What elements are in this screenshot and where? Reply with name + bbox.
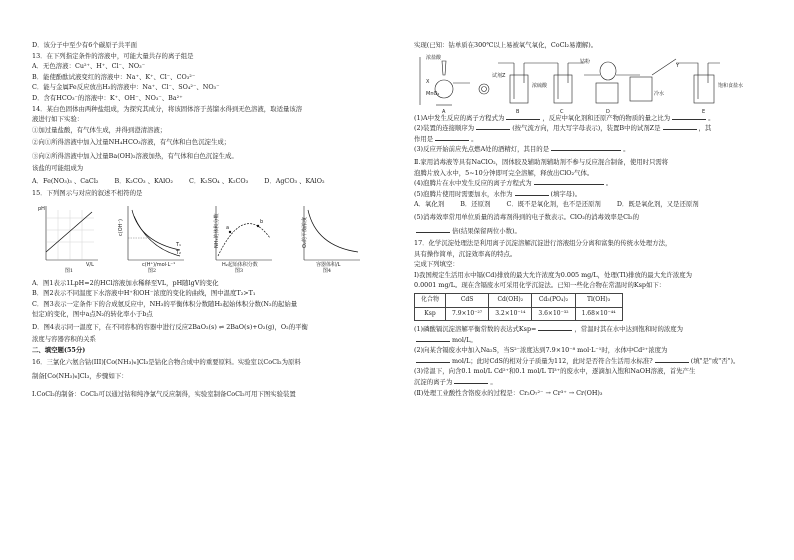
q14-option-b: B．K₂CO₃ 、KAlO₂	[114, 176, 173, 185]
q16-stem-1: 16．三氯化六氨合钴(III)[Co(NH₃)₆]Cl₃是钴化合物合成中的重要原料。实验室以CoCl₂为原料	[32, 358, 301, 367]
q17-2-cont: mol/L；此时CdS的相对分子质量为112，此时是否符合生活用水标准? (填"是"或"否")。	[414, 356, 770, 367]
label-conc-hcl: 浓盐酸	[426, 54, 442, 61]
section-2-heading: 二、填空题(55分)	[32, 345, 86, 354]
q16-5-option-a: A．氧化剂	[414, 200, 445, 209]
left-column	[32, 40, 400, 401]
bulb-d	[600, 62, 616, 80]
q14-stem-2: 液进行如下实验：	[32, 115, 84, 124]
q16-part-1: Ⅰ.CoCl₂的制备：CoCl₂可以通过钴和纯净氯气反应制得，实验室制备CoCl₂可用下图实验装置	[32, 390, 296, 399]
bottle-e	[694, 75, 714, 103]
figure-4-graph	[292, 202, 362, 268]
figure-4-x-label: 容器体积/L	[316, 261, 341, 268]
q17-part-2: (Ⅱ)处理工业酸性含铬废水的过程是：Cr₂O₇²⁻ → Cr³⁺ → Cr(OH)₃	[414, 388, 603, 397]
figure-2-t1-label: T₁	[176, 241, 182, 248]
label-cobalt: 钴粉	[580, 58, 591, 65]
table-row: Ksp 7.9×10⁻²⁷ 3.2×10⁻¹⁴ 3.6×10⁻³² 1.68×10⁻⁴⁴	[415, 307, 623, 321]
figure-2-caption: 图2	[147, 267, 157, 274]
q15-option-c-1: C．图3表示一定条件下的合成氨反应中，NH₃的平衡体积分数随H₂起始体积分数(N₂的起始量	[32, 299, 298, 308]
q16-6: (5)消毒效率常用单位质量的消毒剂得到的电子数表示。ClO₂的消毒效率是Cl₂的	[414, 212, 639, 221]
funnel-a	[442, 61, 446, 75]
q15-option-b: B．图2表示不同温度下水溶液中H⁺和OH⁻浓度的变化的曲线，图中温度T₂>T₁	[32, 289, 256, 298]
heater-d	[596, 83, 618, 103]
q15-figures	[38, 202, 400, 276]
apparatus-diagram	[414, 53, 770, 115]
q16-2: (2)装置的连接顺序为 (按气流方向，用大写字母表示)，装置B中的试剂Z是 ，其	[414, 124, 712, 133]
q16-5-option-c: C．既不是氧化剂，也不是还原剂	[506, 200, 601, 209]
figure-3-point-a	[229, 230, 231, 232]
q16-5-option-d: D．既是氧化剂，又是还原剂	[616, 200, 699, 209]
figure-4	[292, 202, 362, 276]
figure-3-a-label: a	[226, 224, 230, 231]
figure-3-y-label: NH₃的体积分数	[214, 213, 220, 248]
q17-3-cont: 沉淀的离子为 。	[414, 378, 497, 387]
q17-part-1-a: Ⅰ)我国规定生活用水中镉(Cd)排放的最大允许浓度为0.005 mg/L，处理(Tl)排放的最大允许浓度为	[414, 270, 693, 279]
q16-intro: 实现(已知：钴单质在300℃以上易被氧气氧化，CoCl₂易潮解)。	[414, 41, 598, 49]
q14-step-3: ③向②所得溶液中加入过量Ba(OH)₂溶液加热，有气体和白色沉淀生成。	[32, 152, 238, 161]
apparatus-svg	[414, 53, 770, 115]
q17-2: (2)向某含镉废水中加入Na₂S，当S²⁻浓度达到7.9×10⁻⁸ mol·L⁻¹时，水体中Cd²⁺浓度为	[414, 346, 668, 355]
q17-3: (3)常温下，向含0.1 mol/L Cd²⁺和0.1 mol/L Tl³⁺的废水中，逐滴加入饱和NaOH溶液，首先产生	[414, 367, 696, 376]
figure-3-graph	[204, 202, 274, 268]
label-y: Y	[676, 62, 680, 69]
q16-3: (3)反应开始前应先点燃A处的酒精灯，其目的是 。	[414, 145, 630, 154]
figure-1-y-label: pH	[38, 205, 45, 212]
q13-option-c: C．能与金属Fe反应放出H₂的溶液中：Na⁺、Cl⁻、SO₄²⁻、NO₃⁻	[32, 83, 220, 92]
figure-2-graph	[118, 202, 186, 268]
bottle-b	[510, 75, 528, 103]
q14-question: 该盐的可能组成为	[32, 164, 84, 173]
q15-option-d-2: 浓度与容器容积的关系	[32, 334, 96, 343]
figure-2-y-label: c(OH⁻)	[118, 218, 124, 236]
q17-1-cont: mol/L。	[414, 335, 770, 346]
q14-option-d: D．AgCO₃ 、KAlO₂	[264, 176, 325, 185]
ksp-table	[414, 293, 623, 321]
label-brine: 饱和食盐水	[718, 82, 744, 89]
label-mno2: MnO₂	[426, 90, 440, 97]
q16-4: (4)泡腾片在水中发生反应的离子方程式为 。	[414, 179, 613, 188]
q13-option-a: A．无色溶液：Cu²⁺、H⁺、Cl⁻、NO₃⁻	[32, 62, 146, 71]
q15-option-a: A．图1表示1LpH=2的HCl溶液加水稀释至VL，pH随lgV的变化	[32, 278, 219, 287]
q16-2-cont: 作用是 。	[414, 134, 478, 143]
q14-stem-1: 14．某白色固体由两种盐组成，为探究其成分，将该固体溶于蒸馏水得到无色溶液，取适量该溶	[32, 104, 303, 113]
q17-part-1-b: 0.0001 mg/L。现在含镉废水可采用化学沉淀法。已知一些化合物在常温时的Ksp如下：	[414, 281, 666, 290]
q16-5: (5)泡腾片使用时需要加水，水作为 (填字母)。	[414, 189, 582, 198]
q16-5-option-b: B．还原剂	[460, 200, 491, 209]
cold-bath-d	[630, 77, 652, 101]
part-2-b: 泡腾片放入水中，5~10分钟即可完全溶解，释放出ClO₂气体。	[414, 168, 594, 177]
q17-stem-2: 具有操作简单，沉淀效率高的特点。	[414, 249, 517, 258]
q15-stem: 15．下列图示与对应的叙述不相符的是	[32, 188, 143, 197]
table-row: 化合物 CdS Cd(OH)₂ Cd₃(PO₄)₂ Tl(OH)₃	[415, 293, 623, 307]
figure-3-point-b	[257, 224, 259, 226]
q16-stem-2: 制备[Co(NH₃)₆]Cl₃，步骤如下：	[32, 372, 128, 381]
q17-instruction: 完成下列填空：	[414, 260, 459, 269]
figure-2-t2-label: T₂	[176, 249, 182, 256]
figure-2	[118, 202, 186, 276]
label-conc-h2so4: 浓硫酸	[532, 82, 548, 89]
figure-1-graph	[38, 202, 100, 268]
bottle-c	[554, 75, 572, 103]
figure-2-curve-t1	[132, 210, 180, 250]
figure-1-x-label: V/L	[86, 261, 94, 268]
figure-4-y-label: O₂的平衡浓度	[302, 216, 308, 248]
q14-option-a: A．Fe(NO₃)₃ 、CaCl₂	[32, 176, 99, 185]
figure-3-b-label: b	[260, 218, 264, 225]
label-a: A	[442, 108, 446, 115]
label-d: D	[606, 108, 610, 115]
q14-step-1: ①加过量盐酸，有气体生成，并得到澄清溶液；	[32, 125, 167, 134]
label-b: B	[516, 108, 520, 115]
q13-option-b: B．能使酚酞试液变红的溶液中：Na⁺、K⁺、Cl⁻、CO₃²⁻	[32, 72, 196, 81]
figure-1	[38, 202, 100, 276]
figure-2-curve-t2	[134, 216, 180, 256]
label-cold-water: 冷水	[654, 90, 665, 97]
q13-option-d: D．含有HCO₃⁻的溶液中：K⁺、OH⁻、NO₃⁻、Ba²⁺	[32, 93, 183, 102]
label-reagent-z: 试剂Z	[492, 72, 506, 79]
right-column	[414, 40, 770, 398]
q17-stem-1: 17．化学沉淀处理法是利用离子沉淀溶解沉淀进行溶液组分分离和富集的传统水处理方法，	[414, 238, 672, 247]
figure-3-caption: 图3	[234, 267, 244, 274]
figure-3-x-label: H₂起始体积分数	[222, 261, 258, 268]
label-x: X	[426, 78, 430, 85]
figure-1-caption: 图1	[64, 267, 74, 274]
q13-stem: 13．在下列指定条件的溶液中，可能大量共存的离子组是	[32, 51, 194, 60]
figure-1-grid	[46, 210, 94, 260]
figure-4-curve	[308, 210, 358, 252]
part-2-a: Ⅱ.家用消毒液等具有NaClO₂，固体胶及辅助剂辅助剂不参与反应混合制备，使用时只需将	[414, 157, 669, 166]
q14-option-c: C．K₂SO₄ 、K₂CO₃	[188, 176, 249, 185]
q14-step-2: ②向①所得溶液中加入过量NH₄HCO₃溶液，有气体和白色沉淀生成；	[32, 138, 231, 147]
figure-3	[204, 202, 274, 276]
q16-5-options	[414, 199, 770, 210]
q16-6-cont: 倍(结果保留两位小数)。	[414, 224, 770, 238]
label-c: C	[560, 108, 564, 115]
q12-option-d: D．该分子中至少有6个碳原子共平面	[32, 41, 138, 49]
figure-4-caption: 图4	[322, 267, 332, 274]
label-e: E	[702, 108, 706, 115]
q17-1: (1)磷酸镉沉淀溶解平衡常数的表达式Ksp= ，常温时其在水中达到饱和时的浓度为	[414, 325, 684, 334]
q15-option-c-2: 恒定)的变化，图中a点N₂的转化率小于b点	[32, 310, 153, 319]
q14-options	[32, 174, 400, 188]
figure-2-x-label: c(H⁺)/mol·L⁻¹	[142, 261, 176, 268]
coil-b	[479, 84, 489, 94]
q15-option-d-1: D．图4表示同一温度下，在不同容积的容器中进行反应2BaO₂(s) ⇌ 2BaO(s)+O₂(g)，O₂的平衡	[32, 322, 308, 331]
q16-1: (1)A中发生反应的离子方程式为 ，反应中氧化剂和还原产物的物质的量之比为 。	[414, 113, 715, 122]
